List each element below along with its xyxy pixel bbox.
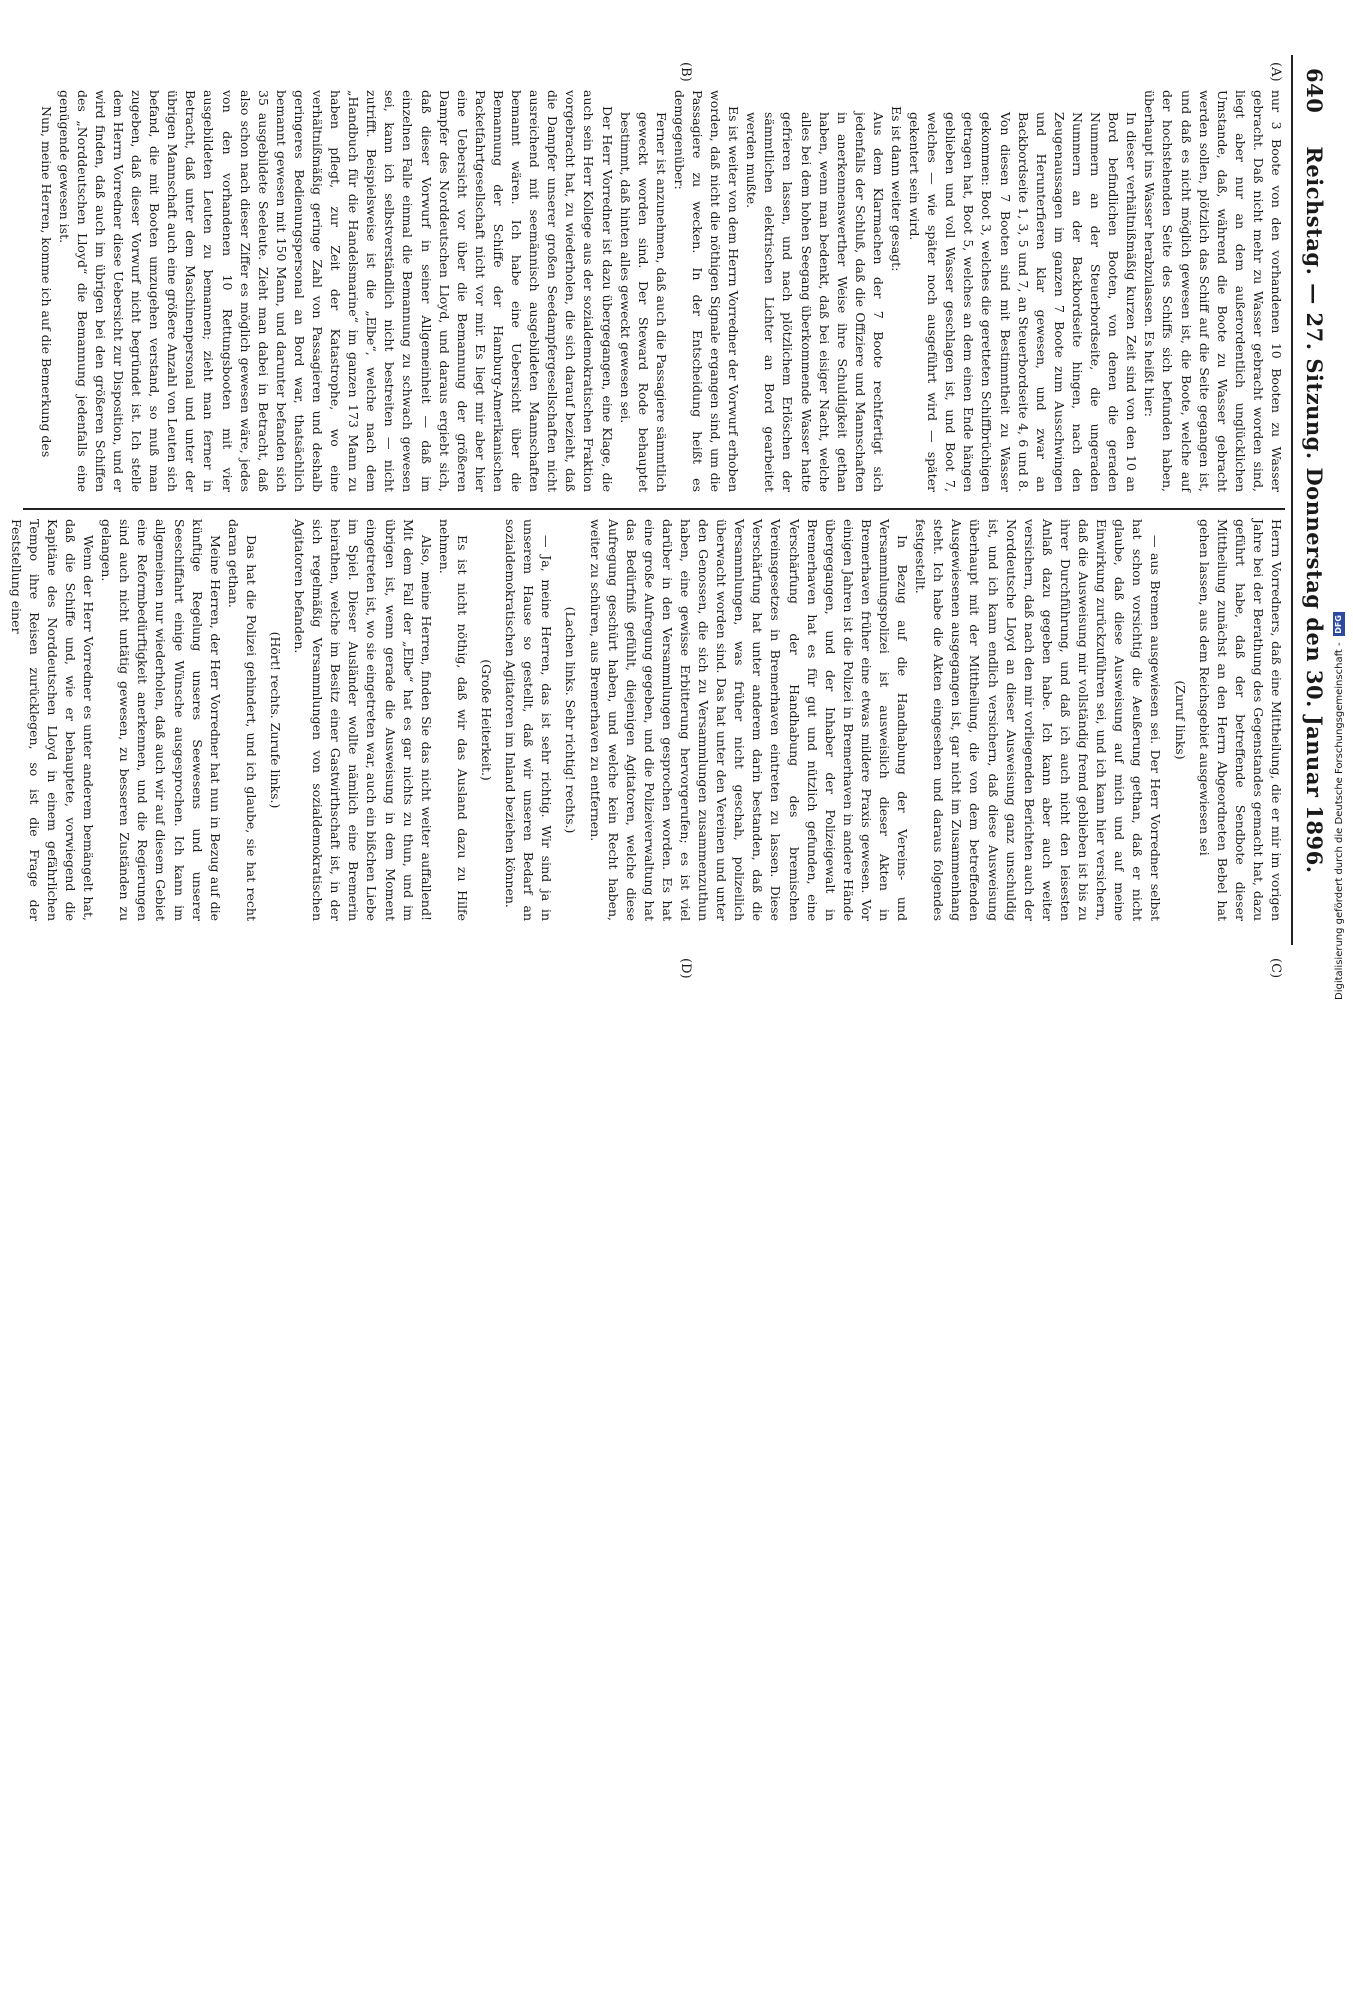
quote-paragraph: Ferner ist anzunehmen, daß auch die Passagiere sämmtlich geweckt worden sind. Der Steward Rode behauptet bestimmt, daß hinten alles geweckt gewesen sei. <box>617 112 669 492</box>
margin-marker-d: (D) <box>678 958 693 979</box>
paragraph: nur 3 Boote von den vorhandenen 10 Booten zu Wasser gebracht. Daß nicht mehr zu Wasser gebracht worden sind, liegt aber nur an dem außerordentlich unglücklichen Umstande, daß, während die Boote zu Wasser gebracht werden sollen, plötzlich das Schiff auf die Seite gegangen ist, und daß es nicht möglich gewesen ist, die Boote, welche auf der hochstehenden Seite des Schiffs sich befunden haben, überhaupt ins Wasser herabzulassen. Es heißt hier: <box>1142 90 1284 492</box>
page-number: 640 <box>1302 68 1327 114</box>
paragraph: Es ist weiter von dem Herrn Vorredner der Vorwurf erhoben worden, daß nicht die nöthigen Signale ergangen sind, um die Passagiere zu wecken. In der Entscheidung heißt es demgegenüber: <box>671 90 742 492</box>
dfg-logo-icon: DFG <box>1333 612 1345 636</box>
right-column <box>8 519 1285 921</box>
paragraph: Meine Herren, der Herr Vorredner hat nun in Bezug auf die künftige Regelung unseres Seewesens und unserer Seeschiffahrt einige Wünsche ausgesprochen. Ich kann im allgemeinen nur wiederholen, daß auch wir auf diesem Gebiet eine Reformbedürftigkeit anerkennen, und die Regierungen sind auch nicht untätig gewesen, zu besseren Zuständen zu gelangen. <box>99 519 223 921</box>
paragraph: Es ist dann weiter gesagt: <box>889 106 905 272</box>
footer <box>1332 615 1350 2000</box>
interjection: (Hört! rechts. Zurufe links.) <box>268 631 284 809</box>
paragraph: Es ist nicht nöthig, daß wir das Ausland dazu zu Hilfe nehmen. <box>436 519 470 921</box>
margin-marker-b: (B) <box>678 62 693 82</box>
paragraph: Also, meine Herren, finden Sie das nicht weiter auffallend! Mit dem Fall der „Elbe“ hat es gar nichts zu thun, und im übrigen ist, wenn gerade die Ausweisung in dem Moment eingetreten ist, wo sie eingetreten war, auch ein bißchen Liebe im Spiel. Dieser Ausländer wollte nämlich eine Bremerin heirathen, welche im Besitz einer Gastwirthschaft ist, in der sich regelmäßig Versammlungen von sozialdemokratischen Agitatoren befanden. <box>292 519 434 921</box>
interjection: (Zuruf links) <box>1172 680 1188 760</box>
quote-paragraph: Aus dem Klarmachen der 7 Boote rechtfertigt sich jedenfalls der Schluß, daß die Offiziere und Mannschaften in anerkennenswerther Weise ihre Schuldigkeit gethan haben, wenn man bedenkt, daß bei eisiger Nacht, welche alles bei dem hohen Seegang überkommende Wasser hatte gefrieren lassen, und nach plötzlichem Erlöschen der sämmtlichen elektrischen Lichter an Bord gearbeitet werden mußte. <box>744 112 886 492</box>
margin-marker-c: (C) <box>1268 958 1283 979</box>
left-column <box>23 90 1285 492</box>
interjection: (Lachen links. Sehr richtig! rechts.) <box>563 606 579 834</box>
paragraph: Das hat die Polizei gehindert, und ich glaube, sie hat recht daran gethan. <box>225 519 259 921</box>
margin-marker-a: (A) <box>1268 62 1283 82</box>
page-header <box>1297 60 1331 960</box>
header-rule <box>1291 55 1293 945</box>
funding-credit-text: Digitalisierung gefördert durch die Deutsche Forschungsgemeinschaft - <box>1334 642 1345 1000</box>
column-divider <box>23 508 1285 510</box>
interjection: (Große Heiterkeit.) <box>479 659 495 781</box>
paragraph: In Bezug auf die Handhabung der Vereins- und Versammlungspolizei ist ausweislich dieser Akten in Bremerhaven früher eine etwas mildere Praxis gewesen. Vor einigen Jahren ist die Polizei in Bremerhaven in andere Hände übergegangen, und der Inhaber der Polizeigewalt in Bremerhaven hat es für gut und nützlich gefunden, eine Verschärfung der Handhabung des bremischen Vereinsgesetzes in Bremerhaven eintreten zu lassen. Diese Verschärfung hat unter anderem darin bestanden, daß die Versammlungen, was früher nicht geschah, polizeilich überwacht worden sind. Das hat unter den Vereinen und unter den Genossen, die sich zu Versammlungen zusammenzuthun haben, eine gewisse Erbitterung hervorgerufen; es ist viel darüber in den Versammlungen gesprochen worden. Es hat eine große Aufregung gegeben, und die Polizeiverwaltung hat das Bedürfniß gefühlt, diejenigen Agitatoren, welche diese Aufregung geschürt haben, und welche kein Recht haben, weiter zu schüren, aus Bremerhaven zu entfernen. <box>587 519 911 921</box>
quote-paragraph: In dieser verhältnißmäßig kurzen Zeit sind von den 10 an Bord befindlichen Booten, von denen die geraden Nummern an der Steuerbordseite, die ungeraden Nummern an der Backbordseite hingen, nach den Zeugenaussagen im ganzen 7 Boote zum Ausschwingen und Herunterfieren klar gewesen, und zwar an Backbordseite 1, 3, 5 und 7, an Steuerbordseite 4, 6 und 8. Von diesen 7 Booten sind mit Bestimmtheit zu Wasser gekommen: Boot 3, welches die geretteten Schiffbrüchigen getragen hat, Boot 5, welches an dem einen Ende hängen geblieben und voll Wasser geschlagen ist, und Boot 7, welches — wie später noch ausgeführt wird — später gekentert sein wird. <box>907 112 1140 492</box>
page-title: Reichstag. — 27. Sitzung. Donnerstag den 30. Januar 1896. <box>1302 146 1327 874</box>
paragraph: Der Herr Vorredner ist dazu übergegangen, eine Klage, die auch sein Herr Kollege aus der sozialdemokratischen Fraktion vorgebracht hat, zu wiederholen, die sich darauf bezieht, daß die Dampfer unserer großen Seedampfergesellschaften nicht ausreichend mit seemännisch ausgebildeten Mannschaften bemannt wären. Ich habe eine Uebersicht über die Bemannung der Schiffe der Hamburg-Amerikanischen Packetfahrtgesellschaft nicht vor mir. Es liegt mir aber hier eine Uebersicht vor über die Bemannung der größeren Dampfer des Norddeutschen Lloyd, und daraus ergiebt sich, daß dieser Vorwurf in seiner Allgemeinheit — daß im einzelnen Falle einmal die Bemannung zu schwach gewesen sei, kann ich selbstverständlich nicht bestreiten — nicht zutrifft. Beispielsweise ist die „Elbe“, welche nach dem „Handbuch für die Handelsmarine“ im ganzen 173 Mann zu haben pflegt, zur Zeit der Katastrophe, wo eine verhältnißmäßig geringe Zahl von Passagieren und deshalb geringeres Bedienungspersonal an Bord war, thatsächlich bemannt gewesen mit 150 Mann, und darunter befanden sich 35 ausgebildete Seeleute. Zieht man dabei in Betracht, daß also schon nach dieser Ziffer es möglich gewesen wäre, jedes von den vorhandenen 10 Rettungsbooten mit vier ausgebildeten Leuten zu bemannen; zieht man ferner in Betracht, daß unter dem Maschinenpersonal und unter der übrigen Mannschaft auch eine größere Anzahl von Leuten sich befand, die mit Booten umzugehen verstand, so muß man zugeben, daß dieser Vorwurf nicht begründet ist. Ich stelle dem Herrn Vorredner diese Uebersicht zur Disposition, und er wird finden, daß auch im übrigen bei den größeren Schiffen des „Norddeutschen Lloyd“ die Bemannung jedenfalls eine genügende gewesen ist. <box>56 90 615 492</box>
funding-credit <box>1332 0 1348 1000</box>
paragraph: Nun, meine Herren, komme ich auf die Bemerkung des <box>38 106 54 458</box>
paragraph: Wenn der Herr Vorredner es unter anderem bemängelt hat, daß die Schiffe und, wie er behauptete, vorwiegend die Kapitäne des Norddeutschen Lloyd in einem gefährlichen Tempo ihre Reisen zurücklegen, so ist die Frage der Feststellung einer <box>8 519 97 921</box>
paragraph: Herrn Vorredners, daß eine Mittheilung, die er mir im vorigen Jahre bei der Berathung des Gegenstandes gemacht hat, dazu geführt habe, daß der betreffende Sendbote dieser Mittheilung zunächst an den Herrn Abgeordneten Bebel hat gehen lassen, aus dem Reichsgebiet ausgewiesen sei <box>1196 519 1284 921</box>
paragraph: — aus Bremen ausgewiesen sei. Der Herr Vorredner selbst hat schon vorsichtig die Aeußerung gethan, daß er nicht glaube, daß diese Ausweisung auf mich und auf meine Einwirkung zurückzuführen sei, und ich kann hier versichern, daß die Ausweisung mir vollständig fremd geblieben ist bis zu ihrer Durchführung, und daß ich auch nicht den leisesten Anlaß dazu gegeben habe. Ich kann aber auch weiter versichern, daß nach den mir vorliegenden Berichten auch der Norddeutsche Lloyd an dieser Ausweisung ganz unschuldig ist, und ich kann endlich versichern, daß diese Ausweisung überhaupt mit der Mittheilung, die von dem betreffenden Ausgewiesenen ausgegangen ist, gar nicht im Zusammenhang steht. Ich habe die Akten eingesehen und daraus folgendes festgestellt. <box>913 519 1164 921</box>
paragraph: — Ja, meine Herren, das ist sehr richtig. Wir sind ja in unserem Hause so gestellt, daß wir unseren Bedarf an sozialdemokratischen Agitatoren im Inland beziehen können. <box>503 519 555 921</box>
